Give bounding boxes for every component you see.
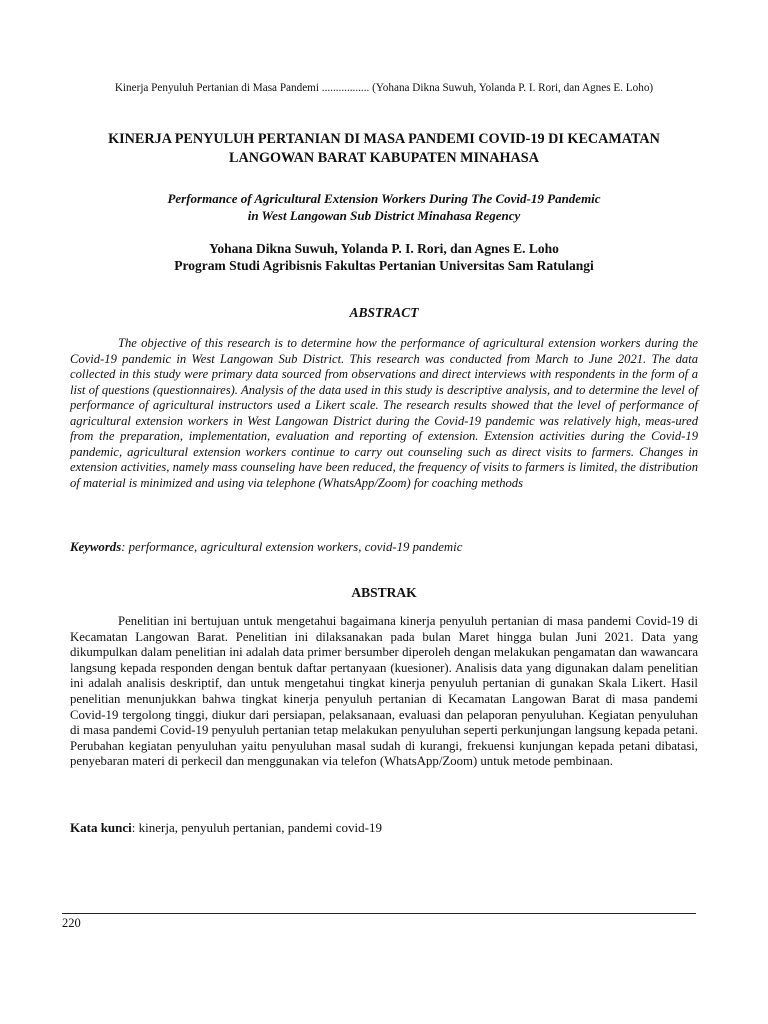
title-line-2: LANGOWAN BARAT KABUPATEN MINAHASA: [229, 150, 539, 166]
author-affiliation: Program Studi Agribisnis Fakultas Pertanian Universitas Sam Ratulangi: [174, 258, 594, 273]
abstract-heading: ABSTRACT: [349, 305, 419, 320]
page-number: 220: [62, 916, 81, 930]
keywords-line: [70, 540, 698, 555]
kata-kunci-line: [70, 820, 698, 836]
abstrak-body: Penelitian ini bertujuan untuk mengetahui bagaimana kinerja penyuluh pertanian di masa pandemi Covid-19 di Kecamatan Langowan Barat. Penelitian ini dilaksanakan pada bulan Maret hingga bulan Juni 2021. Data yang dikumpulkan dalam penelitian ini adalah data primer bersumber diperoleh dengan melakukan pengamatan dan wawancara langsung kepada responden dengan bentuk daftar pertanyaan (kuesioner). Analisis data yang digunakan dalam penelitian ini adalah analisis deskriptif, dan untuk mengetahui tingkat kinerja penyuluh pertanian di gunakan Skala Likert. Hasil penelitian menunjukkan bahwa tingkat kinerja penyuluh pertanian di Kecamatan Langowan Barat di masa pandemi Covid-19 tergolong tinggi, diukur dari persiapan, pelaksanaan, evaluasi dan pelaporan penyuluhan. Kegiatan penyuluhan di masa pandemi Covid-19 penyuluh pertanian tetap melakukan penyuluhan seperti perkunjungan langsung kepada petani. Perubahan kegiatan penyuluhan yaitu penyuluhan masal sudah di kurangi, frekuensi kunjungan kepada petani dibatasi, penyebaran materi di perkecil dan menggunakan via telefon (WhatsApp/Zoom) untuk metode pembinaan.: [70, 614, 698, 769]
kata-kunci-label: Kata kunci: [70, 820, 132, 835]
kata-kunci-text: : kinerja, penyuluh pertanian, pandemi covid-19: [131, 820, 382, 835]
abstrak-heading: ABSTRAK: [351, 585, 417, 600]
article-title: [60, 130, 708, 168]
abstract-body: The objective of this research is to determine how the performance of agricultural extension workers during the Covid-19 pandemic in West Langowan Sub District. This research was conducted from March to June 2021. The data collected in this study were primary data sourced from observations and direct interviews with respondents in the form of a list of questions (questionnaires). Analysis of the data used in this study is descriptive analysis, and to determine the level of performance of agricultural instructors used a Likert scale. The research results showed that the level of performance of agricultural extension workers in West Langowan District during the Covid-19 pandemic was relatively high, meas-ured from the preparation, implementation, evaluation and reporting of extension. Extension activities during the Covid-19 pandemic, agricultural extension workers continue to carry out counseling such as direct visits to farmers. Changes in extension activities, namely mass counseling have been reduced, the frequency of visits to farmers is limited, the distribution of material is minimized and using via telephone (WhatsApp/Zoom) for coaching methods: [70, 336, 698, 490]
keywords-text: : performance, agricultural extension workers, covid-19 pandemic: [121, 540, 463, 554]
english-title: [60, 190, 708, 224]
keywords-label: Keywords: [70, 540, 122, 554]
title-line-1: KINERJA PENYULUH PERTANIAN DI MASA PANDEMI COVID-19 DI KECAMATAN: [108, 131, 660, 147]
english-title-line-2: in West Langowan Sub District Minahasa Regency: [247, 208, 521, 223]
author-names: Yohana Dikna Suwuh, Yolanda P. I. Rori, dan Agnes E. Loho: [209, 241, 559, 256]
english-title-line-1: Performance of Agricultural Extension Workers During The Covid-19 Pandemic: [167, 191, 601, 206]
running-header: Kinerja Penyuluh Pertanian di Masa Pandemi ................. (Yohana Dikna Suwuh, Yolanda P. I. Rori, dan Agnes E. Loho): [114, 82, 654, 94]
footer-divider: [62, 913, 696, 914]
author-block: [40, 240, 728, 274]
